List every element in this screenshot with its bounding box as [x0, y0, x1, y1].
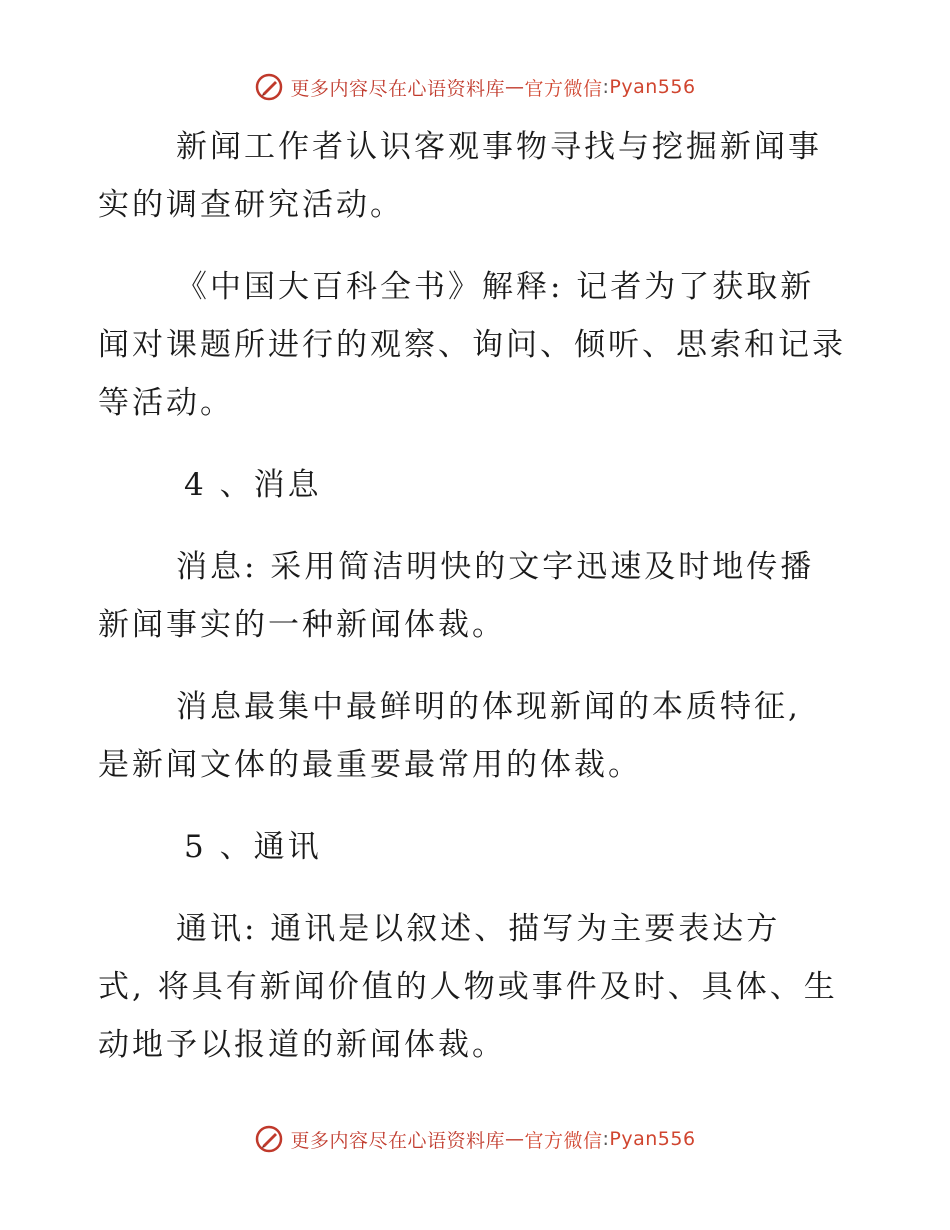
paragraph-news-feature	[98, 678, 858, 794]
text-line: 《中国大百科全书》解释: 记者为了获取新	[176, 269, 815, 305]
paragraph-encyclopedia	[98, 258, 858, 432]
watermark-handle: Pyan556	[609, 1128, 696, 1150]
pen-logo-icon	[254, 1124, 284, 1154]
watermark-handle: Pyan556	[609, 76, 696, 98]
section-heading-4: 4 、消息	[184, 467, 322, 503]
text-line: 动地予以报道的新闻体裁。	[98, 1027, 506, 1063]
watermark-colon: :	[602, 76, 610, 98]
watermark-wechat-label: 官方微信	[524, 1129, 603, 1152]
text-line: 等活动。	[98, 385, 234, 421]
watermark-site-name: 更多内容尽在心语资料库	[290, 77, 505, 100]
paragraph-definition	[98, 118, 858, 234]
text-line: 闻对课题所进行的观察、询问、倾听、思索和记录	[98, 327, 846, 363]
text-line: 是新闻文体的最重要最常用的体裁。	[98, 747, 642, 783]
header-watermark	[0, 72, 950, 102]
text-line: 消息: 采用简洁明快的文字迅速及时地传播	[176, 549, 815, 585]
paragraph-news-definition	[98, 538, 858, 654]
text-line: 通讯: 通讯是以叙述、描写为主要表达方	[176, 911, 781, 947]
watermark-dash: —	[504, 76, 525, 98]
footer-watermark	[0, 1124, 950, 1154]
document-body	[98, 118, 858, 1098]
text-line: 新闻事实的一种新闻体裁。	[98, 607, 506, 643]
text-line: 式, 将具有新闻价值的人物或事件及时、具体、生	[98, 969, 838, 1005]
watermark-wechat-label: 官方微信	[524, 77, 603, 100]
watermark-site-name: 更多内容尽在心语资料库	[290, 1129, 505, 1152]
paragraph-correspondence	[98, 900, 858, 1074]
watermark-dash: —	[504, 1128, 525, 1150]
pen-logo-icon	[254, 72, 284, 102]
text-line: 消息最集中最鲜明的体现新闻的本质特征,	[176, 689, 801, 725]
text-line: 新闻工作者认识客观事物寻找与挖掘新闻事	[176, 129, 822, 165]
watermark-colon: :	[602, 1128, 610, 1150]
text-line: 实的调查研究活动。	[98, 187, 404, 223]
section-heading-5: 5 、通讯	[184, 829, 322, 865]
